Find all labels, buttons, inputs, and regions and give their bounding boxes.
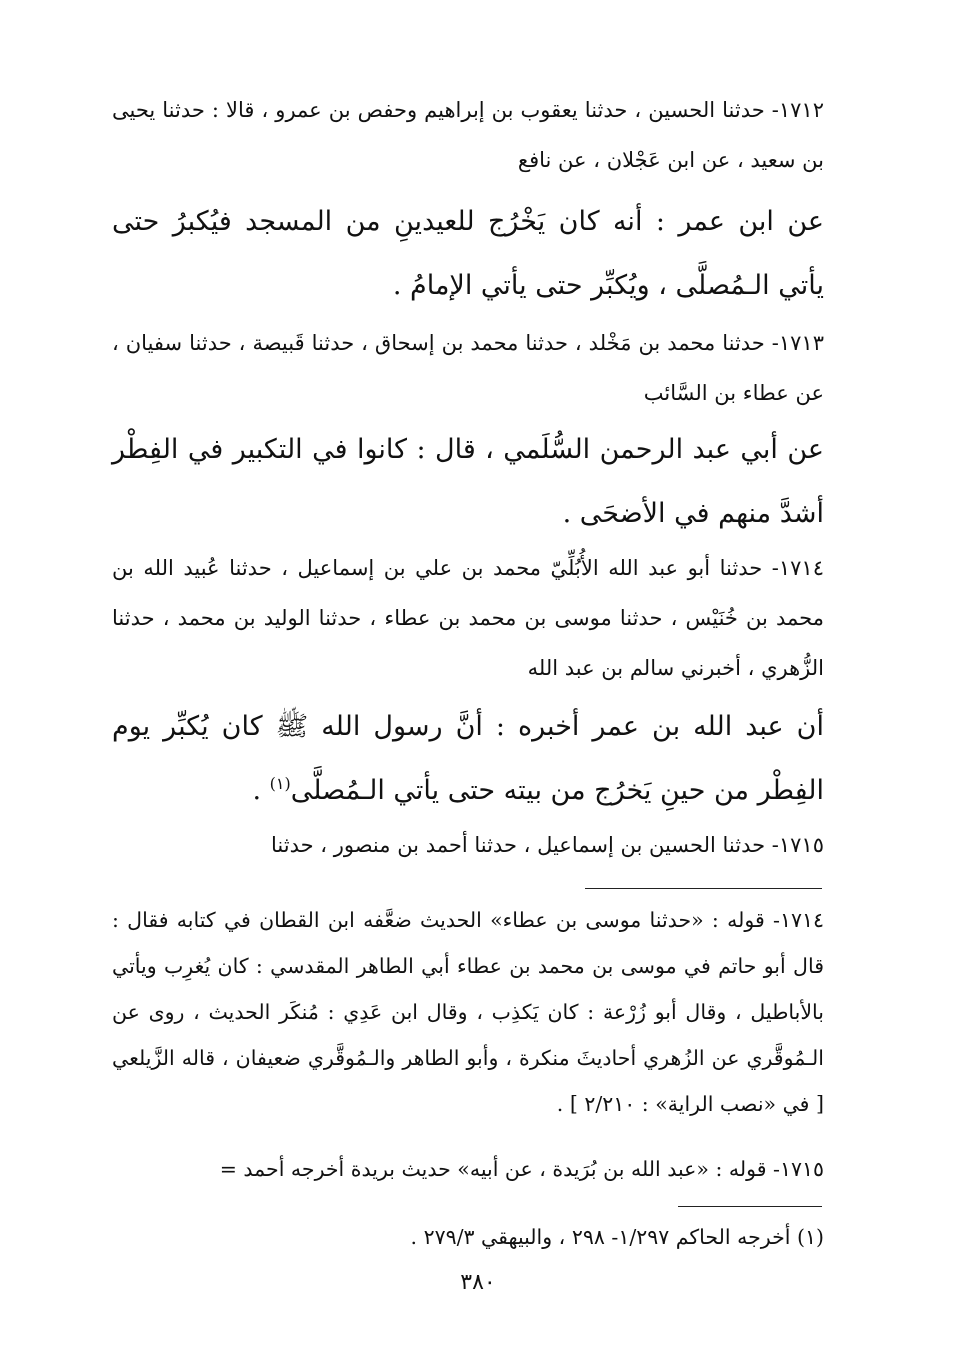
commentary-1714: ١٧١٤- قوله : «حدثنا موسى بن عطاء» الحديث ضعَّفه ابن القطان في كتابه فقال : قال أبو حاتم في موسى بن محمد بن عطاء أبي الطاهر المقدسي : كان يُغرِب ويأتي بالأباطيل ، وقال أبو زُرْعة : كان يَكذِب ، وقال ابن عَدِي : مُنكَر الحديث ، روى عن الـمُوقَّري عن الزُهري أحاديثَ منكرة ، وأبو الطاهر والـمُوقَّري ضعيفان ، قاله الزَّيلعي [ في «نصب الراية» : ٢/٢١٠ ] . [112,908,824,1116]
hadith-1714-matn [112,695,824,823]
hadith-1714-matn-end: . [252,775,270,806]
commentary-1715: ١٧١٥- قوله : «عبد الله بن بُرَيدة ، عن أبيه» حديث بريدة أخرجه أحمد = [219,1157,824,1181]
hadith-1712-matn: عن ابن عمر : أنه كان يَخْرُج للعيدينِ من المسجد فيُكبرُ حتى يأتي الـمُصلَّى ، ويُكبِّر حتى يأتي الإمامُ . [112,206,824,301]
footnote-1: (١) أخرجه الحاكم ١/٢٩٧- ٢٩٨ ، والبيهقي ٢٧٩/٣ . [410,1225,824,1249]
hadith-1713-isnad: ١٧١٣- حدثنا محمد بن مَخْلد ، حدثنا محمد بن إسحاق ، حدثنا قَبيصة ، حدثنا سفيان ، عن عطاء بن السَّائب [112,331,824,405]
hadith-1714-matn-text: أن عبد الله بن عمر أخبره : أنَّ رسول الله ﷺ كان يُكبِّر يوم الفِطْر من حينِ يَخرُج من بيته حتى يأتي الـمُصلَّى [112,711,824,806]
hadith-1715-isnad: ١٧١٥- حدثنا الحسين بن إسماعيل ، حدثنا أحمد بن منصور ، حدثنا [271,833,824,857]
hadith-1714-isnad: ١٧١٤- حدثنا أبو عبد الله الأُبُلِّيّ محمد بن علي بن إسماعيل ، حدثنا عُبيد الله بن محمد بن خُنَيْس ، حدثنا موسى بن محمد بن عطاء ، حدثنا الوليد بن محمد ، حدثنا الزُّهري ، أخبرني سالم بن عبد الله [112,556,824,680]
footnote-marker: (١) [269,774,291,793]
hadith-1712-isnad: ١٧١٢- حدثنا الحسين ، حدثنا يعقوب بن إبراهيم وحفص بن عمرو ، قالا : حدثنا يحيى بن سعيد ، عن ابن عَجْلان ، عن نافع [112,98,824,172]
hadith-1713-matn: عن أبي عبد الرحمن السُّلَمي ، قال : كانوا في التكبير في الفِطْر أشدَّ منهم في الأضحَى . [112,434,824,529]
page-number: ٣٨٠ [460,1270,496,1295]
commentary-separator [585,888,822,889]
footnote-separator [678,1206,822,1207]
